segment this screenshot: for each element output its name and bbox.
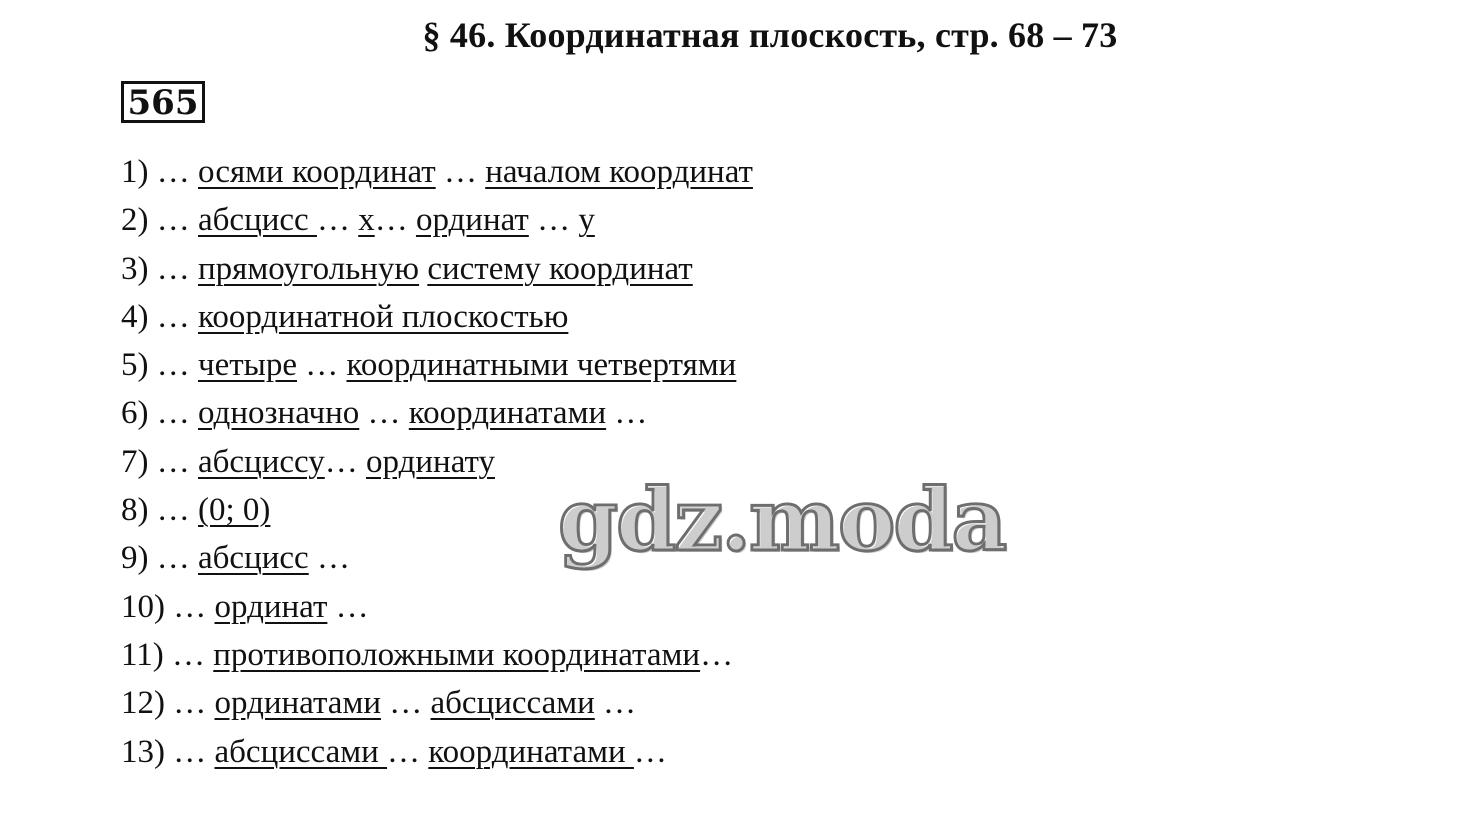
- answer-row: [121, 728, 753, 776]
- answer-fill: ординат: [214, 588, 328, 625]
- answer-row: [121, 438, 753, 486]
- answer-ellipsis: …: [380, 685, 431, 722]
- answer-fill: абсцисс: [198, 202, 317, 239]
- answer-fill: абсциссами: [430, 685, 595, 722]
- answer-ellipsis: …: [165, 588, 215, 625]
- answer-fill: однозначно: [198, 395, 360, 432]
- answer-ellipsis: …: [148, 298, 198, 335]
- answer-number: 6): [121, 395, 149, 432]
- page-title: § 46. Координатная плоскость, стр. 68 – 73: [422, 15, 1118, 55]
- answer-ellipsis: …: [165, 733, 215, 770]
- answer-ellipsis: …: [308, 540, 350, 577]
- answer-fill: четыре: [198, 347, 297, 384]
- answer-fill: абсциссами: [214, 733, 388, 770]
- answer-ellipsis: …: [387, 733, 429, 770]
- answer-ellipsis: …: [435, 154, 486, 190]
- answer-number: 1): [121, 154, 149, 190]
- answer-fill: ординату: [366, 443, 495, 480]
- answer-ellipsis: …: [296, 347, 347, 384]
- answer-fill: систему координат: [427, 250, 693, 287]
- answer-ellipsis: …: [148, 443, 198, 480]
- answer-number: 13): [121, 733, 165, 770]
- answer-number: 5): [121, 347, 149, 384]
- answer-row: [121, 534, 753, 582]
- answer-row: [121, 631, 753, 679]
- answer-ellipsis: …: [316, 202, 359, 239]
- answer-fill: прямоугольную: [198, 250, 420, 287]
- answer-row: [121, 583, 753, 631]
- answer-number: 9): [121, 540, 149, 577]
- answer-fill: абсциссу: [198, 443, 325, 480]
- answer-ellipsis: …: [606, 395, 648, 432]
- answer-number: 7): [121, 443, 149, 480]
- answer-ellipsis: …: [324, 443, 367, 480]
- answer-number: 10): [121, 588, 165, 625]
- answer-ellipsis: …: [700, 636, 734, 673]
- answer-number: 2): [121, 202, 149, 239]
- answer-number: 12): [121, 685, 165, 722]
- answer-fill: абсцисс: [198, 540, 309, 577]
- task-number: 565: [127, 83, 199, 123]
- answer-fill: координатной плоскостью: [198, 298, 569, 335]
- answer-ellipsis: …: [148, 250, 198, 287]
- answer-fill: координатами: [428, 733, 634, 770]
- answer-ellipsis: …: [165, 685, 215, 722]
- answer-row: [121, 486, 753, 534]
- answer-fill: ординатами: [214, 685, 381, 722]
- answer-fill: началом координат: [485, 154, 753, 190]
- answer-fill: х: [358, 202, 375, 239]
- answer-ellipsis: …: [148, 395, 198, 432]
- answer-ellipsis: …: [148, 202, 198, 239]
- answer-fill: (0; 0): [198, 492, 271, 529]
- answer-fill: осями координат: [198, 154, 436, 190]
- answer-ellipsis: …: [148, 347, 198, 384]
- answer-number: 3): [121, 250, 149, 287]
- answer-ellipsis: …: [359, 395, 409, 432]
- answer-row: [121, 148, 753, 196]
- answer-row: [121, 293, 753, 341]
- answer-ellipsis: …: [148, 154, 198, 190]
- answer-ellipsis: …: [528, 202, 579, 239]
- answer-ellipsis: …: [633, 733, 667, 770]
- answer-number: 11): [121, 636, 164, 673]
- answer-ellipsis: …: [148, 540, 198, 577]
- answer-number: 8): [121, 492, 149, 529]
- answer-fill: противоположными координатами: [213, 636, 701, 673]
- answer-row: [121, 341, 753, 389]
- watermark: gdz.moda: [558, 470, 1006, 571]
- answer-fill: координатами: [408, 395, 607, 432]
- answer-row: [121, 196, 753, 244]
- answer-ellipsis: …: [163, 636, 214, 673]
- answer-ellipsis: …: [148, 492, 198, 529]
- answer-fill: у: [578, 202, 595, 239]
- task-number-box: [121, 81, 205, 123]
- answer-ellipsis: …: [327, 588, 369, 625]
- answer-row: [121, 389, 753, 437]
- answer-ellipsis: …: [374, 202, 416, 239]
- answer-list: [121, 148, 753, 776]
- answer-fill: координатными четвертями: [346, 347, 737, 384]
- answer-number: 4): [121, 298, 149, 335]
- answer-row: [121, 679, 753, 727]
- answer-ellipsis: …: [594, 685, 637, 722]
- answer-fill: ординат: [415, 202, 529, 239]
- answer-row: [121, 245, 753, 293]
